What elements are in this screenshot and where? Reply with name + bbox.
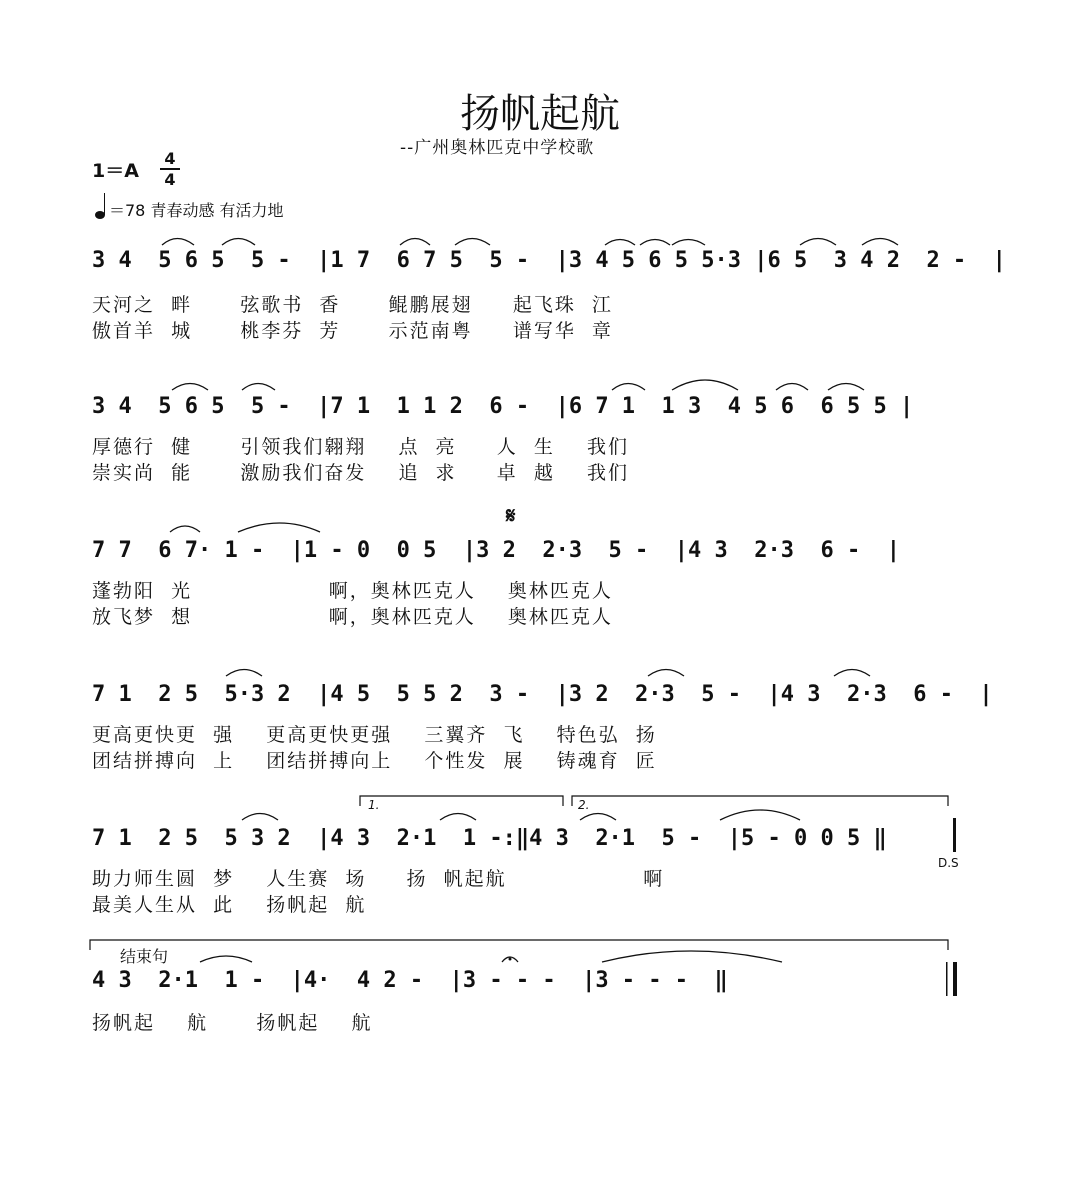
notes-line: 7 1 2 5 5 3 2 |4 3 2·1 1 -:‖4 3 2·1 5 - |5 - 0 0 5 ‖ bbox=[92, 826, 887, 851]
final-barline-thin bbox=[946, 962, 948, 996]
slurs bbox=[162, 239, 898, 963]
volta-2-bracket bbox=[572, 796, 948, 806]
lyrics-verse-2: 傲首羊 城 桃李芬 芳 示范南粤 谱写华 章 bbox=[92, 320, 613, 342]
segno-sign: 𝄋 bbox=[506, 504, 516, 529]
notes-line: 4 3 2·1 1 - |4· 4 2 - |3 - - - |3 - - - ‖ bbox=[92, 968, 728, 993]
notes-line: 7 1 2 5 5·3 2 |4 5 5 5 2 3 - |3 2 2·3 5 - |4 3 2·3 6 - | bbox=[92, 682, 993, 707]
time-bottom: 4 bbox=[164, 170, 176, 189]
lyrics-verse-1: 助力师生圆 梦 人生赛 场 扬 帆起航 啊 bbox=[92, 868, 665, 890]
notes-line: 3 4 5 6 5 5 - |7 1 1 1 2 6 - |6 7 1 1 3 4 5 6 6 5 5 | bbox=[92, 394, 914, 419]
lyrics-verse-2: 放飞梦 想 啊，奥林匹克人 奥林匹克人 bbox=[92, 606, 613, 628]
key-signature: 1＝A bbox=[92, 160, 139, 182]
lyrics-verse-2: 团结拼搏向 上 团结拼搏向上 个性发 展 铸魂育 匠 bbox=[92, 750, 657, 772]
final-barline bbox=[953, 962, 957, 996]
ending-label: 结束句 bbox=[120, 947, 169, 966]
time-top: 4 bbox=[164, 149, 176, 168]
volta-1-label: 1. bbox=[368, 798, 380, 812]
lyrics-verse-1: 厚德行 健 引领我们翱翔 点 亮 人 生 我们 bbox=[92, 436, 629, 458]
lyrics-verse-1: 扬帆起 航 扬帆起 航 bbox=[92, 1012, 373, 1034]
volta-2-label: 2. bbox=[578, 798, 590, 812]
lyrics-verse-2: 崇实尚 能 激励我们奋发 追 求 卓 越 我们 bbox=[92, 462, 629, 484]
notes-line: 7 7 6 7· 1 - |1 - 0 0 5 |3 2 2·3 5 - |4 3 2·3 6 - | bbox=[92, 538, 900, 563]
volta-1-bracket bbox=[360, 796, 563, 806]
song-subtitle: --广州奥林匹克中学校歌 bbox=[400, 138, 595, 158]
notes-line: 3 4 5 6 5 5 - |1 7 6 7 5 5 - |3 4 5 6 5 5·3 |6 5 3 4 2 2 - | bbox=[92, 248, 1006, 273]
system5-end-barline bbox=[953, 818, 956, 852]
lyrics-verse-1: 天河之 畔 弦歌书 香 鲲鹏展翅 起飞珠 江 bbox=[92, 294, 613, 316]
tempo-text: ＝78 青春动感 有活力地 bbox=[109, 201, 284, 220]
lyrics-verse-1: 蓬勃阳 光 啊，奥林匹克人 奥林匹克人 bbox=[92, 580, 613, 602]
lyrics-verse-2: 最美人生从 此 扬帆起 航 bbox=[92, 894, 367, 916]
ending-bracket bbox=[90, 940, 948, 950]
dal-segno-mark: D.S bbox=[938, 856, 959, 870]
lyrics-verse-1: 更高更快更 强 更高更快更强 三翼齐 飞 特色弘 扬 bbox=[92, 724, 657, 746]
song-title: 扬帆起航 bbox=[460, 91, 620, 137]
fermata-dot bbox=[509, 958, 512, 961]
